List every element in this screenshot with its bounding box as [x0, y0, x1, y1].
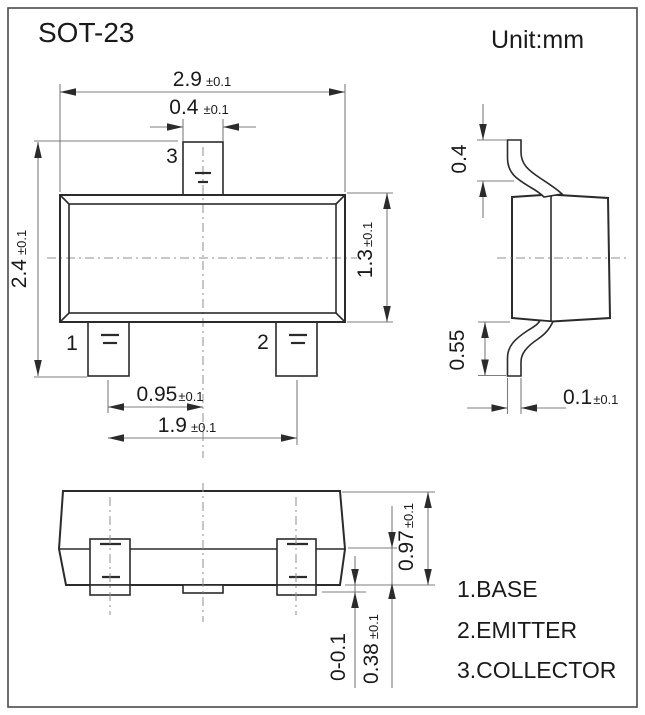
corner-chamfer [336, 313, 345, 322]
dimension-text: 2.4±0.1 [8, 229, 31, 289]
dimension-text: 1.9 ±0.1 [157, 414, 217, 437]
legend-emitter: 2.EMITTER [457, 617, 578, 643]
lead-bottom-gullwing [508, 321, 554, 377]
dimension-text: 0.1±0.1 [563, 386, 619, 409]
dim-lead-thickness [467, 378, 618, 414]
dimension-text: 0.55 [446, 329, 469, 371]
dimension-text: 1.3±0.1 [354, 221, 377, 279]
dimension-text: 0.4 ±0.1 [169, 96, 229, 119]
lead-top-gullwing [508, 140, 563, 197]
dimension-text: 2.9 ±0.1 [172, 68, 232, 91]
legend-base: 1.BASE [457, 576, 538, 602]
side-view [497, 140, 628, 376]
pin-1-pad [88, 322, 129, 376]
dim-pin3-width [150, 96, 256, 141]
dim-lead-bottom [446, 322, 510, 376]
dim-overall-height [8, 141, 178, 377]
dimension-text: 0.38±0.1 [360, 613, 383, 685]
pin-2-pad [276, 322, 317, 376]
dimension-text: 0.97±0.1 [395, 502, 418, 572]
corner-chamfer [60, 313, 69, 322]
pin-3-label: 3 [166, 145, 178, 168]
page-border [8, 8, 637, 707]
dim-pin-pitch [108, 380, 204, 413]
dim-body-height [347, 193, 393, 322]
dim-lead-top [448, 104, 514, 218]
legend-collector: 3.COLLECTOR [457, 657, 617, 683]
front-view [59, 483, 345, 622]
dimension-text: 0-0.1 [327, 633, 350, 681]
pin-2-label: 2 [257, 331, 269, 354]
page-title: SOT-23 [38, 17, 135, 48]
pin-1-label: 1 [66, 332, 78, 355]
dim-package-height [342, 492, 435, 585]
pin-legend [457, 576, 616, 683]
corner-chamfer [336, 195, 345, 204]
top-view [47, 142, 357, 458]
unit-label: Unit:mm [491, 26, 585, 54]
corner-chamfer [60, 195, 69, 204]
dimension-text: 0.95±0.1 [136, 383, 204, 406]
dimension-text: 0.4 [448, 144, 471, 174]
